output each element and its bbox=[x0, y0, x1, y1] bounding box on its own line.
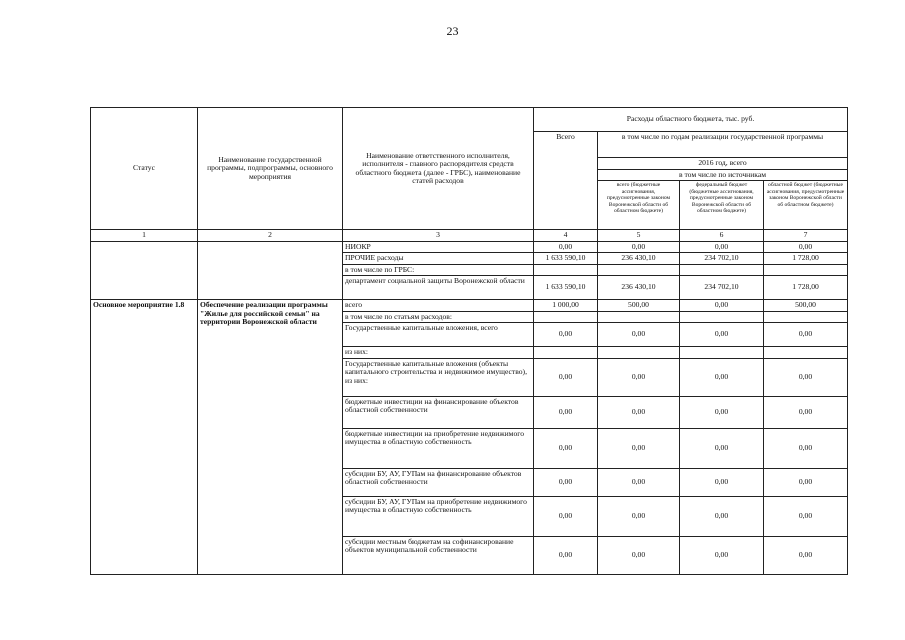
value-federal: 0,00 bbox=[680, 468, 764, 496]
value-federal bbox=[680, 347, 764, 359]
value-total bbox=[534, 347, 598, 359]
measure-status: Основное мероприятие 1.8 bbox=[91, 300, 198, 575]
value-total: 0,00 bbox=[534, 396, 598, 428]
column-number: 4 bbox=[534, 230, 598, 242]
value-regional: 0,00 bbox=[764, 496, 848, 536]
row-label: департамент социальной защиты Воронежской области bbox=[343, 276, 534, 300]
column-numbers-row bbox=[91, 230, 848, 242]
value-all-sources bbox=[598, 347, 680, 359]
value-regional: 1 728,00 bbox=[764, 253, 848, 265]
value-total: 0,00 bbox=[534, 536, 598, 574]
value-all-sources: 0,00 bbox=[598, 536, 680, 574]
value-regional: 500,00 bbox=[764, 300, 848, 312]
value-federal: 0,00 bbox=[680, 300, 764, 312]
value-federal: 234 702,10 bbox=[680, 253, 764, 265]
row-label: в том числе по ГРБС: bbox=[343, 264, 534, 276]
value-total: 0,00 bbox=[534, 241, 598, 253]
column-number: 3 bbox=[343, 230, 534, 242]
program-cell-empty bbox=[198, 241, 343, 300]
value-all-sources: 0,00 bbox=[598, 358, 680, 396]
value-total bbox=[534, 264, 598, 276]
value-all-sources: 236 430,10 bbox=[598, 276, 680, 300]
row-label: ПРОЧИЕ расходы bbox=[343, 253, 534, 265]
row-label: из них: bbox=[343, 347, 534, 359]
column-number: 5 bbox=[598, 230, 680, 242]
value-all-sources: 0,00 bbox=[598, 496, 680, 536]
value-federal: 0,00 bbox=[680, 241, 764, 253]
value-regional: 0,00 bbox=[764, 536, 848, 574]
header-year: 2016 год, всего bbox=[598, 158, 848, 170]
value-federal: 0,00 bbox=[680, 358, 764, 396]
value-federal: 0,00 bbox=[680, 396, 764, 428]
table-row bbox=[91, 300, 848, 312]
value-total: 0,00 bbox=[534, 468, 598, 496]
value-total: 0,00 bbox=[534, 428, 598, 468]
row-label: Государственные капитальные вложения (объекты капитального строительства и недвижимое имущество), из них: bbox=[343, 358, 534, 396]
value-all-sources: 500,00 bbox=[598, 300, 680, 312]
value-all-sources: 0,00 bbox=[598, 241, 680, 253]
value-total: 0,00 bbox=[534, 323, 598, 347]
column-number: 6 bbox=[680, 230, 764, 242]
header-by-years: в том числе по годам реализации государственной программы bbox=[598, 132, 848, 158]
page-number: 23 bbox=[446, 24, 459, 38]
value-regional: 0,00 bbox=[764, 241, 848, 253]
status-cell-empty bbox=[91, 241, 198, 300]
value-regional bbox=[764, 311, 848, 323]
value-federal bbox=[680, 311, 764, 323]
row-label: в том числе по статьям расходов: bbox=[343, 311, 534, 323]
value-federal: 0,00 bbox=[680, 536, 764, 574]
value-regional: 0,00 bbox=[764, 428, 848, 468]
header-source-all: всего (бюджетные ассигнования, предусмотренные законом Воронежской области об областном бюджете) bbox=[598, 181, 680, 230]
value-regional: 0,00 bbox=[764, 468, 848, 496]
value-all-sources: 0,00 bbox=[598, 323, 680, 347]
value-all-sources: 0,00 bbox=[598, 468, 680, 496]
budget-table bbox=[90, 107, 848, 575]
measure-name: Обеспечение реализации программы "Жилье для российской семьи" на территории Воронежской области bbox=[198, 300, 343, 575]
row-label: НИОКР bbox=[343, 241, 534, 253]
value-all-sources bbox=[598, 311, 680, 323]
value-regional: 0,00 bbox=[764, 358, 848, 396]
value-total: 0,00 bbox=[534, 358, 598, 396]
column-number: 1 bbox=[91, 230, 198, 242]
row-label: бюджетные инвестиции на финансирование объектов областной собственности bbox=[343, 396, 534, 428]
column-number: 7 bbox=[764, 230, 848, 242]
value-all-sources: 236 430,10 bbox=[598, 253, 680, 265]
header-expenses: Расходы областного бюджета, тыс. руб. bbox=[534, 108, 848, 132]
value-federal: 0,00 bbox=[680, 428, 764, 468]
value-all-sources: 0,00 bbox=[598, 396, 680, 428]
value-total: 1 633 590,10 bbox=[534, 276, 598, 300]
value-total: 1 633 590,10 bbox=[534, 253, 598, 265]
row-label: всего bbox=[343, 300, 534, 312]
value-all-sources bbox=[598, 264, 680, 276]
value-federal bbox=[680, 264, 764, 276]
value-federal: 0,00 bbox=[680, 323, 764, 347]
row-label: Государственные капитальные вложения, всего bbox=[343, 323, 534, 347]
header-status: Статус bbox=[91, 108, 198, 230]
header-source-regional: областной бюджет (бюджетные ассигнования, предусмотренные законом Воронежской области об областном бюджете) bbox=[764, 181, 848, 230]
row-label: субсидии БУ, АУ, ГУПам на приобретение недвижимого имущества в областную собственность bbox=[343, 496, 534, 536]
value-federal: 0,00 bbox=[680, 496, 764, 536]
header-by-sources: в том числе по источникам bbox=[598, 169, 848, 181]
value-total: 1 000,00 bbox=[534, 300, 598, 312]
row-label: бюджетные инвестиции на приобретение недвижимого имущества в областную собственность bbox=[343, 428, 534, 468]
header-source-federal: федеральный бюджет (бюджетные ассигнования, предусмотренные законом Воронежской области об областном бюджете) bbox=[680, 181, 764, 230]
value-federal: 234 702,10 bbox=[680, 276, 764, 300]
value-total: 0,00 bbox=[534, 496, 598, 536]
header-executor: Наименование ответственного исполнителя, исполнителя - главного распорядителя средств областного бюджета (далее - ГРБС), наименование статей расходов bbox=[343, 108, 534, 230]
value-regional: 0,00 bbox=[764, 396, 848, 428]
value-regional: 0,00 bbox=[764, 323, 848, 347]
column-number: 2 bbox=[198, 230, 343, 242]
table-row bbox=[91, 241, 848, 253]
header-program-name: Наименование государственной программы, подпрограммы, основного мероприятия bbox=[198, 108, 343, 230]
value-total bbox=[534, 311, 598, 323]
value-regional bbox=[764, 264, 848, 276]
row-label: субсидии местным бюджетам на софинансирование объектов муниципальной собственности bbox=[343, 536, 534, 574]
value-regional bbox=[764, 347, 848, 359]
value-regional: 1 728,00 bbox=[764, 276, 848, 300]
row-label: субсидии БУ, АУ, ГУПам на финансирование объектов областной собственности bbox=[343, 468, 534, 496]
header-total: Всего bbox=[534, 132, 598, 230]
value-all-sources: 0,00 bbox=[598, 428, 680, 468]
